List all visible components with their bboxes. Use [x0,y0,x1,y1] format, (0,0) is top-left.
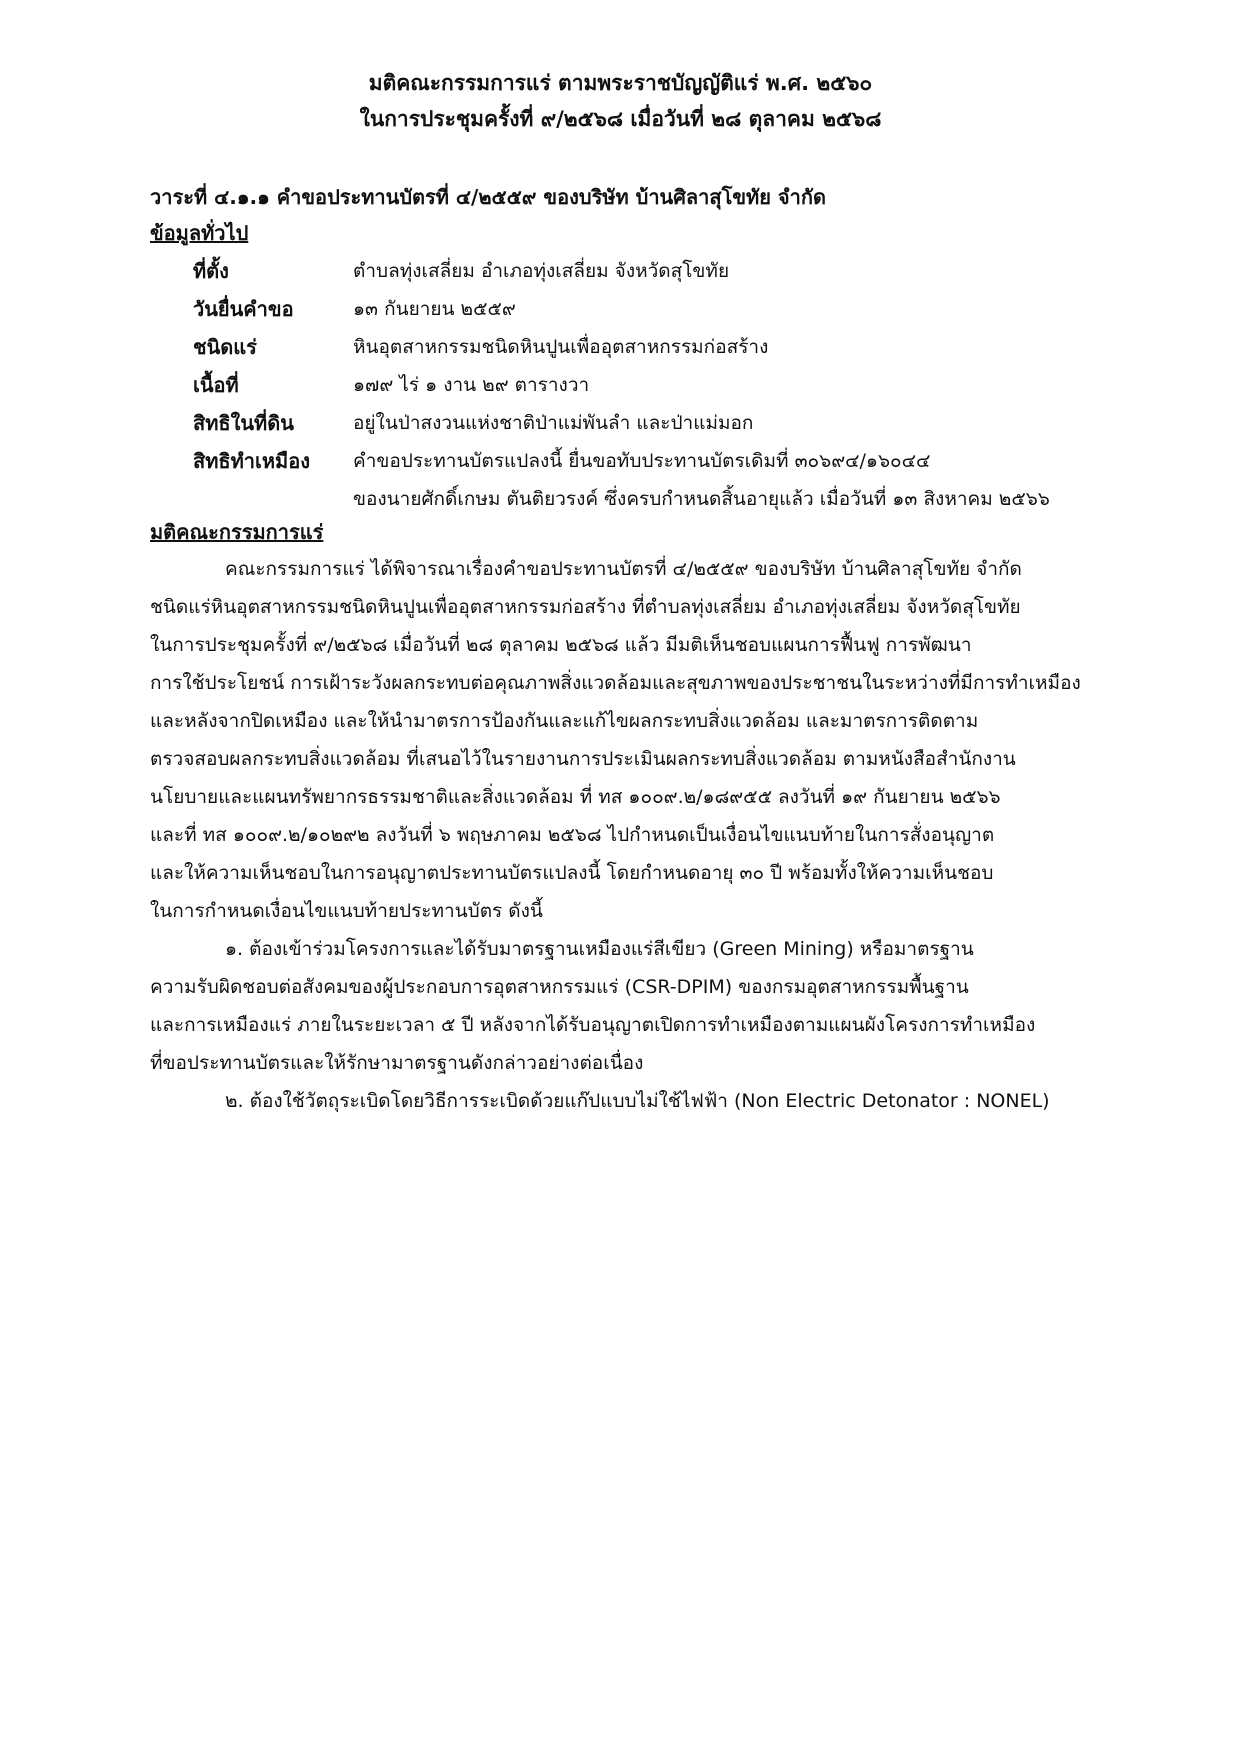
condition-2 [150,1082,1100,1120]
info-value: ของนายศักดิ์เกษม ตันติยวรงค์ ซึ่งครบกำหนดสิ้นอายุแล้ว เมื่อวันที่ ๑๓ สิงหาคม ๒๕๖๖ [353,488,1050,510]
info-label: ที่ตั้ง [193,259,229,283]
paragraph-line: ตรวจสอบผลกระทบสิ่งแวดล้อม ที่เสนอไว้ในรายงานการประเมินผลกระทบสิ่งแวดล้อม ตามหนังสือสำนักงาน [150,748,1016,770]
info-value: คำขอประทานบัตรแปลงนี้ ยื่นขอทับประทานบัตรเดิมที่ ๓๐๖๙๔/๑๖๐๔๔ [353,450,931,472]
info-label: ชนิดแร่ [193,335,257,359]
resolution-heading: มติคณะกรรมการแร่ [150,520,324,544]
info-row-land-rights [193,404,1153,442]
info-value: อยู่ในป่าสงวนแห่งชาติป่าแม่พันลำ และป่าแม่มอก [353,412,754,434]
info-label: วันยื่นคำขอ [193,297,294,321]
resolution-paragraph [150,550,1100,930]
paragraph-line: และที่ ทส ๑๐๐๙.๒/๑๐๒๙๒ ลงวันที่ ๖ พฤษภาคม ๒๕๖๘ ไปกำหนดเป็นเงื่อนไขแนบท้ายในการสั่งอนุญาต [150,824,995,846]
info-row-location [193,252,1153,290]
paragraph-line: ๑. ต้องเข้าร่วมโครงการและได้รับมาตรฐานเหมืองแร่สีเขียว (Green Mining) หรือมาตรฐาน [225,938,974,960]
info-label: สิทธิในที่ดิน [193,411,294,435]
info-row-area [193,366,1153,404]
condition-1 [150,930,1100,1082]
info-value: ตำบลทุ่งเสลี่ยม อำเภอทุ่งเสลี่ยม จังหวัดสุโขทัย [353,260,730,282]
document-title-line2: ในการประชุมครั้งที่ ๙/๒๕๖๘ เมื่อวันที่ ๒๘ ตุลาคม ๒๕๖๘ [359,107,882,131]
info-value: ๑๗๙ ไร่ ๑ งาน ๒๙ ตารางวา [353,374,590,396]
general-info-heading: ข้อมูลทั่วไป [150,221,249,245]
info-row-mining-rights-continued [193,480,1153,518]
paragraph-line: ที่ขอประทานบัตรและให้รักษามาตรฐานดังกล่าวอย่างต่อเนื่อง [150,1052,644,1074]
document-title-line1: มติคณะกรรมการแร่ ตามพระราชบัญญัติแร่ พ.ศ. ๒๕๖๐ [368,71,873,95]
agenda-heading: วาระที่ ๔.๑.๑ คำขอประทานบัตรที่ ๔/๒๕๕๙ ของบริษัท บ้านศิลาสุโขทัย จำกัด [150,185,826,209]
paragraph-line: และการเหมืองแร่ ภายในระยะเวลา ๕ ปี หลังจากได้รับอนุญาตเปิดการทำเหมืองตามแผนผังโครงการทำเหมือง [150,1014,1036,1036]
paragraph-line: และหลังจากปิดเหมือง และให้นำมาตรการป้องกันและแก้ไขผลกระทบสิ่งแวดล้อม และมาตรการติดตาม [150,710,979,732]
paragraph-line: นโยบายและแผนทรัพยากรธรรมชาติและสิ่งแวดล้อม ที่ ทส ๑๐๐๙.๒/๑๘๙๕๕ ลงวันที่ ๑๙ กันยายน ๒๕๖๖ [150,786,1001,808]
info-value: หินอุตสาหกรรมชนิดหินปูนเพื่ออุตสาหกรรมก่อสร้าง [353,336,769,358]
paragraph-line: การใช้ประโยชน์ การเฝ้าระวังผลกระทบต่อคุณภาพสิ่งแวดล้อมและสุขภาพของประชาชนในระหว่างที่มีการทำเหมือง [150,672,1081,694]
general-info-table [193,252,1153,518]
paragraph-line: คณะกรรมการแร่ ได้พิจารณาเรื่องคำขอประทานบัตรที่ ๔/๒๕๕๙ ของบริษัท บ้านศิลาสุโขทัย จำกัด [225,558,1022,580]
paragraph-line: และให้ความเห็นชอบในการอนุญาตประทานบัตรแปลงนี้ โดยกำหนดอายุ ๓๐ ปี พร้อมทั้งให้ความเห็นชอบ [150,862,994,884]
info-row-mineral-type [193,328,1153,366]
paragraph-line: ในการประชุมครั้งที่ ๙/๒๕๖๘ เมื่อวันที่ ๒๘ ตุลาคม ๒๕๖๘ แล้ว มีมติเห็นชอบแผนการฟื้นฟู การพัฒนา [150,634,972,656]
paragraph-line: ๒. ต้องใช้วัตถุระเบิดโดยวิธีการระเบิดด้วยแก๊ปแบบไม่ใช้ไฟฟ้า (Non Electric Detonator : NONEL) [225,1090,1050,1112]
info-row-mining-rights [193,442,1153,480]
paragraph-line: ความรับผิดชอบต่อสังคมของผู้ประกอบการอุตสาหกรรมแร่ (CSR-DPIM) ของกรมอุตสาหกรรมพื้นฐาน [150,976,969,998]
paragraph-line: ชนิดแร่หินอุตสาหกรรมชนิดหินปูนเพื่ออุตสาหกรรมก่อสร้าง ที่ตำบลทุ่งเสลี่ยม อำเภอทุ่งเสลี่ยม จังหวัดสุโขทัย [150,596,1021,618]
info-label: เนื้อที่ [193,373,239,397]
info-row-filing-date [193,290,1153,328]
paragraph-line: ในการกำหนดเงื่อนไขแนบท้ายประทานบัตร ดังนี้ [150,900,543,922]
info-label: สิทธิทำเหมือง [193,449,310,473]
info-value: ๑๓ กันยายน ๒๕๕๙ [353,298,516,320]
